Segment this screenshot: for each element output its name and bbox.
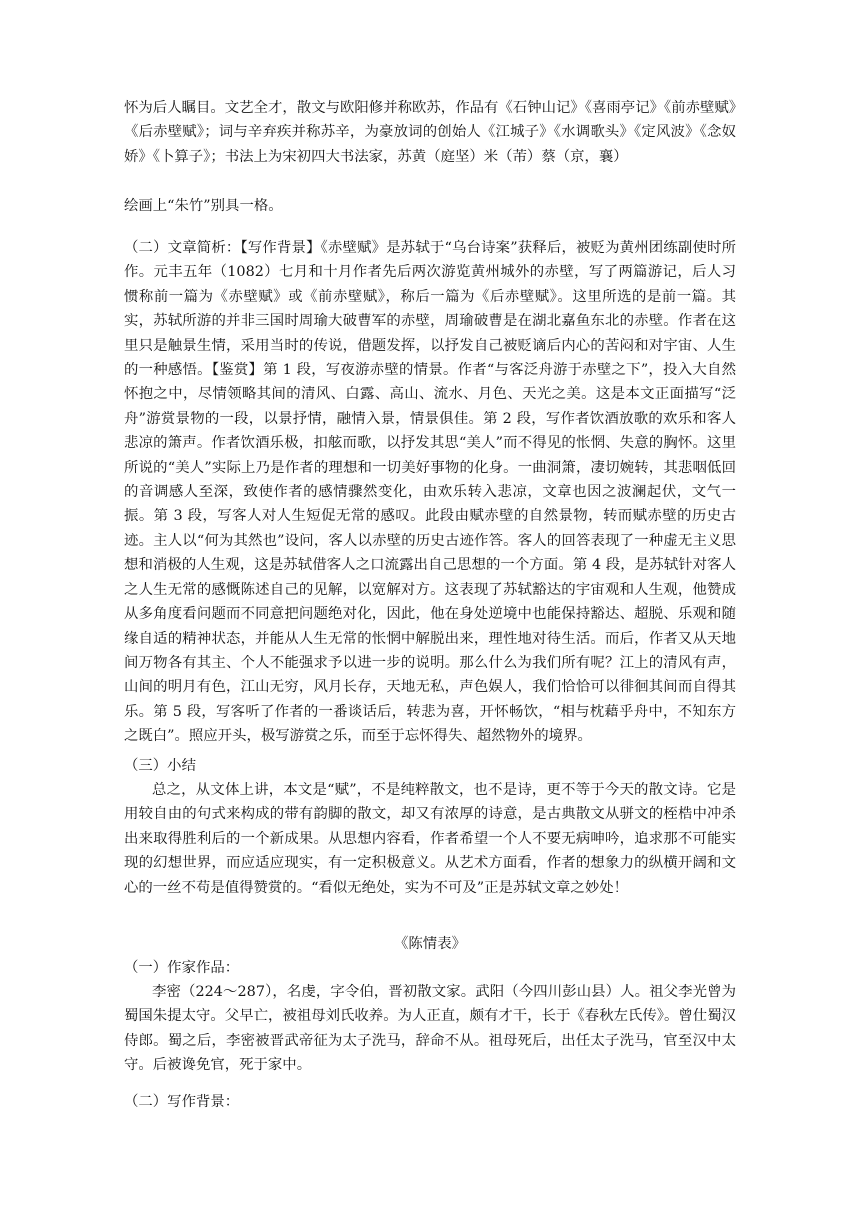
- heading-background: （二）写作背景：: [124, 1094, 240, 1110]
- paragraph-summary: 总之，从文体上讲，本文是“赋”，不是纯粹散文，也不是诗，更不等于今天的散文诗。它是用较自由的句式来构成的带有韵脚的散文，却又有浓厚的诗意，是古典散文从骈文的桎梏中冲杀出来取得胜利后的一个新成果。从思想内容看，作者希望一个人不要无病呻吟，追求那不可能实现的幻想世界，而应适应现实，有一定积极意义。从艺术方面看，作者的想象力的纵横开阔和文心的一丝不苟是值得赞赏的。“看似无绝处，实为不可及”正是苏轼文章之妙处！: [124, 782, 736, 896]
- paragraph-su-shi-works: 怀为后人瞩目。文艺全才，散文与欧阳修并称欧苏，作品有《石钟山记》《喜雨亭记》《前赤壁赋》《后赤壁赋》；词与辛弃疾并称苏辛，为豪放词的创始人《江城子》《水调歌头》《定风波》《念奴娇》《卜算子》；书法上为宋初四大书法家，苏黄（庭坚）米（芾）蔡（京，襄）: [124, 100, 736, 165]
- section-title-chenqingbiao: 《陈情表》: [394, 936, 466, 952]
- heading-summary: （三）小结: [124, 758, 196, 774]
- heading-author-works: （一）作家作品：: [124, 960, 240, 976]
- paragraph-painting: 绘画上“朱竹”别具一格。: [124, 198, 283, 214]
- paragraph-li-mi: 李密（224～287），名虔，字令伯，晋初散文家。武阳（今四川彭山县）人。祖父李光曾为蜀国朱提太守。父早亡，被祖母刘氏收养。为人正直，颇有才干，长于《春秋左氏传》。曾仕蜀汉侍郎。蜀之后，李密被晋武帝征为太子洗马，辞命不从。祖母死后，出任太子洗马，官至汉中太守。后被谗免官，死于家中。: [124, 984, 736, 1074]
- paragraph-analysis: （二）文章简析：【写作背景】《赤壁赋》是苏轼于“乌台诗案”获释后，被贬为黄州团练副使时所作。元丰五年（1082）七月和十月作者先后两次游览黄州城外的赤壁，写了两篇游记，后人习惯称前一篇为《赤壁赋》或《前赤壁赋》，称后一篇为《后赤壁赋》。这里所选的是前一篇。其实，苏轼所游的并非三国时周瑜大破曹军的赤壁，周瑜破曹是在湖北嘉鱼东北的赤壁。作者在这里只是触景生情，采用当时的传说，借题发挥，以抒发自己被贬谪后内心的苦闷和对宇宙、人生的一种感悟。【鉴赏】第 1 段，写夜游赤壁的情景。作者“与客泛舟游于赤壁之下”，投入大自然怀抱之中，尽情领略其间的清风、白露、高山、流水、月色、天光之美。这是本文正面描写“泛舟”游赏景物的一段，以景抒情，融情入景，情景俱佳。第 2 段，写作者饮酒放歌的欢乐和客人悲凉的箫声。作者饮酒乐极，扣舷而歌，以抒发其思“美人”而不得见的怅惘、失意的胸怀。这里所说的“美人”实际上乃是作者的理想和一切美好事物的化身。一曲洞箫，凄切婉转，其悲咽低回的音调感人至深，致使作者的感情骤然变化，由欢乐转入悲凉，文章也因之波澜起伏，文气一振。第 3 段，写客人对人生短促无常的感叹。此段由赋赤壁的自然景物，转而赋赤壁的历史古迹。主人以“何为其然也”设问，客人以赤壁的历史古迹作答。客人的回答表现了一种虚无主义思想和消极的人生观，这是苏轼借客人之口流露出自己思想的一个方面。第 4 段，是苏轼针对客人之人生无常的感慨陈述自己的见解，以宽解对方。这表现了苏轼豁达的宇宙观和人生观，他赞成从多角度看问题而不同意把问题绝对化，因此，他在身处逆境中也能保持豁达、超脱、乐观和随缘自适的精神状态，并能从人生无常的怅惘中解脱出来，理性地对待生活。而后，作者又从天地间万物各有其主、个人不能强求予以进一步的说明。那么什么为我们所有呢？江上的清风有声，山间的明月有色，江山无穷，风月长存，天地无私，声色娱人，我们恰恰可以徘徊其间而自得其乐。第 5 段，写客听了作者的一番谈话后，转悲为喜，开怀畅饮，“相与枕藉乎舟中，不知东方之既白”。照应开头，极写游赏之乐，而至于忘怀得失、超然物外的境界。: [124, 240, 736, 745]
